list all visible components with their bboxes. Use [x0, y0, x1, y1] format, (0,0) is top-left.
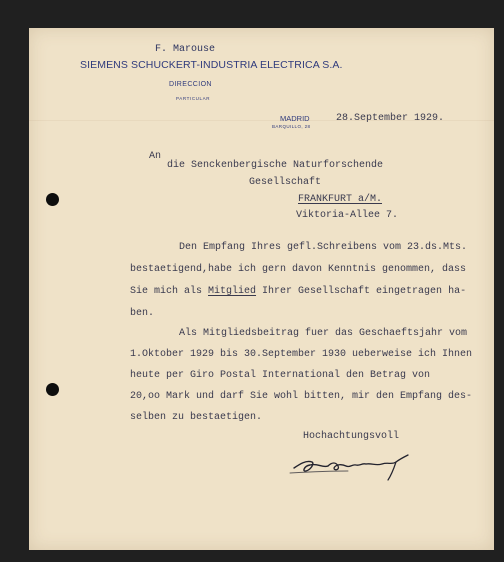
body-line: Den Empfang Ihres gefl.Schreibens vom 23.ds.Mts.	[179, 242, 468, 253]
letterhead-address: BARQUILLO, 28	[272, 124, 311, 129]
recipient-line-1: die Senckenbergische Naturforschende	[167, 160, 384, 171]
recipient-street: Viktoria-Allee 7.	[296, 210, 399, 221]
recipient-city: FRANKFURT a/M.	[298, 194, 383, 205]
recipient-line-2: Gesellschaft	[249, 177, 322, 188]
closing-salutation: Hochachtungsvoll	[303, 431, 400, 442]
body-text: Sie mich als	[130, 286, 209, 297]
letter-date: 28.September 1929.	[336, 113, 445, 124]
body-line: heute per Giro Postal International den Betrag von	[130, 370, 431, 381]
letterhead-company: SIEMENS SCHUCKERT-INDUSTRIA ELECTRICA S.A.	[80, 59, 343, 71]
recipient-prefix: An	[149, 151, 162, 162]
body-line: selben zu bestaetigen.	[130, 412, 263, 423]
body-text: Ihrer Gesellschaft eingetragen ha-	[256, 286, 467, 297]
letterhead-department: DIRECCION	[169, 81, 212, 88]
punch-hole-top	[46, 193, 59, 206]
body-line: Als Mitgliedsbeitrag fuer das Geschaeftsjahr vom	[179, 328, 468, 339]
body-line: 20,oo Mark und darf Sie wohl bitten, mir den Empfang des-	[130, 391, 473, 402]
letterhead-subdepartment: PARTICULAR	[176, 96, 211, 101]
underlined-word: Mitglied	[208, 286, 257, 297]
body-line: ben.	[130, 308, 155, 319]
body-line: bestaetigend,habe ich gern davon Kenntnis genommen, dass	[130, 264, 467, 275]
letterhead-city: MADRID	[280, 114, 310, 123]
handwritten-signature	[288, 438, 438, 486]
punch-hole-bottom	[46, 383, 59, 396]
letterhead-name: F. Marouse	[155, 44, 216, 55]
body-line	[130, 286, 466, 297]
body-line: 1.Oktober 1929 bis 30.September 1930 ueberweise ich Ihnen	[130, 349, 473, 360]
